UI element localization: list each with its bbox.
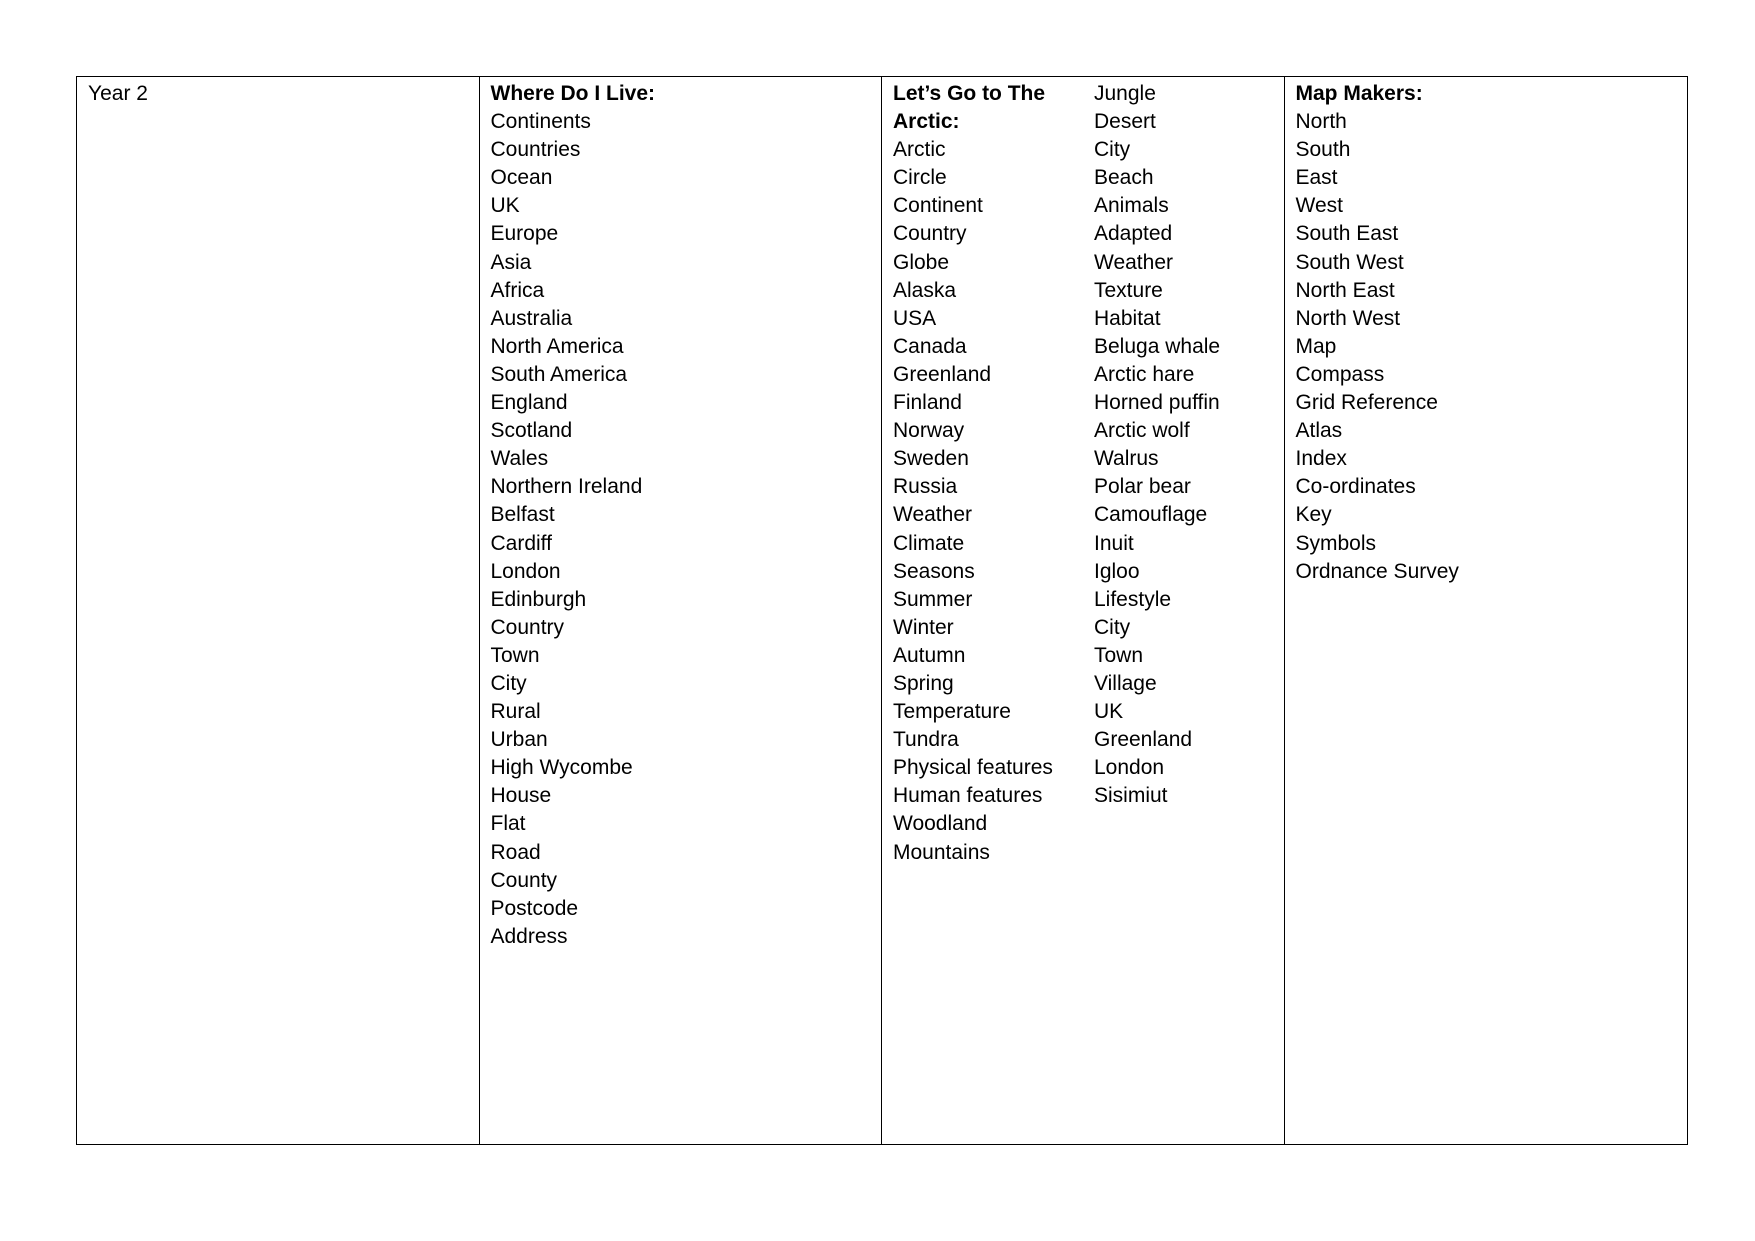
vocabulary-word: Cardiff — [490, 531, 552, 555]
arctic-subcolumns — [893, 80, 1273, 867]
vocabulary-word: Animals — [1094, 194, 1169, 218]
vocabulary-word: Polar bear — [1094, 475, 1191, 499]
vocabulary-word: Town — [1094, 643, 1144, 667]
vocabulary-word: Jungle — [1094, 82, 1156, 105]
vocabulary-word: Edinburgh — [490, 587, 587, 611]
vocabulary-word: Winter — [893, 615, 954, 639]
vocabulary-word: Australia — [490, 306, 573, 330]
vocabulary-word: County — [490, 868, 558, 892]
vocabulary-word: Horned puffin — [1094, 391, 1220, 415]
vocabulary-word: Sisimiut — [1094, 784, 1168, 808]
vocabulary-word: Co-ordinates — [1295, 475, 1416, 499]
vocabulary-word: Summer — [893, 587, 973, 611]
vocabulary-word: North — [1295, 110, 1347, 134]
vocabulary-word: North East — [1295, 278, 1395, 302]
vocabulary-word: London — [1094, 756, 1165, 780]
vocabulary-word: Beach — [1094, 166, 1154, 190]
year-label: Year 2 — [88, 82, 148, 105]
vocabulary-word: Lifestyle — [1094, 587, 1172, 611]
vocabulary-word: Belfast — [490, 503, 555, 527]
vocabulary-word: Weather — [893, 503, 972, 527]
vocabulary-word: Atlas — [1295, 419, 1343, 443]
vocabulary-word: Canada — [893, 334, 967, 358]
vocabulary-word: Habitat — [1094, 306, 1161, 330]
vocabulary-word: USA — [893, 306, 937, 330]
vocabulary-word: Road — [490, 840, 541, 864]
vocabulary-word: Autumn — [893, 643, 966, 667]
vocabulary-word: Inuit — [1094, 531, 1134, 555]
vocabulary-word: Arctic hare — [1094, 362, 1195, 386]
arctic-subcolumn-left — [893, 80, 1094, 867]
vocabulary-word: London — [490, 559, 561, 583]
vocabulary-word: Adapted — [1094, 222, 1173, 246]
vocabulary-word: Spring — [893, 671, 954, 695]
vocabulary-word: Circle — [893, 166, 947, 190]
where-do-i-live-cell — [480, 77, 883, 1144]
vocabulary-word: Rural — [490, 700, 541, 724]
vocabulary-word: Norway — [893, 419, 965, 443]
vocabulary-word: Ocean — [490, 166, 553, 190]
vocabulary-word: Alaska — [893, 278, 957, 302]
vocabulary-word: Temperature — [893, 700, 1011, 724]
vocabulary-word: Human features — [893, 784, 1043, 808]
vocabulary-word: Igloo — [1094, 559, 1140, 583]
vocabulary-word: Grid Reference — [1295, 391, 1438, 415]
vocabulary-word: Postcode — [490, 896, 579, 920]
arctic-list-right — [1094, 80, 1273, 810]
vocabulary-word: City — [490, 671, 527, 695]
vocabulary-word: Scotland — [490, 419, 573, 443]
vocabulary-word: South America — [490, 362, 628, 386]
vocabulary-word: Ordnance Survey — [1295, 559, 1459, 583]
vocabulary-word: Woodland — [893, 812, 988, 836]
vocabulary-word: South East — [1295, 222, 1399, 246]
vocabulary-word: Greenland — [893, 362, 992, 386]
vocabulary-word: Arctic wolf — [1094, 419, 1190, 443]
vocabulary-word: Town — [490, 643, 540, 667]
vocabulary-word: Index — [1295, 447, 1347, 471]
vocabulary-word: Texture — [1094, 278, 1163, 302]
vocabulary-word: Symbols — [1295, 531, 1377, 555]
vocabulary-word: Compass — [1295, 362, 1385, 386]
vocabulary-word: UK — [1094, 700, 1124, 724]
vocabulary-word: Seasons — [893, 559, 975, 583]
vocabulary-word: Flat — [490, 812, 526, 836]
vocabulary-word: Key — [1295, 503, 1332, 527]
vocabulary-word: House — [490, 784, 552, 808]
vocabulary-table — [76, 76, 1688, 1145]
vocabulary-word: South — [1295, 138, 1351, 162]
vocabulary-word: High Wycombe — [490, 756, 633, 780]
vocabulary-word: Desert — [1094, 110, 1156, 134]
vocabulary-word: Greenland — [1094, 728, 1193, 752]
vocabulary-word: North America — [490, 334, 624, 358]
arctic-list-left — [893, 136, 1094, 866]
vocabulary-word: Africa — [490, 278, 545, 302]
where-do-i-live-list — [491, 108, 871, 951]
arctic-heading: Let’s Go to The Arctic: — [893, 82, 1046, 134]
vocabulary-word: England — [490, 391, 568, 415]
vocabulary-word: Countries — [490, 138, 581, 162]
arctic-cell — [882, 77, 1285, 1144]
vocabulary-word: Country — [490, 615, 565, 639]
vocabulary-word: Tundra — [893, 728, 959, 752]
vocabulary-word: Physical features — [893, 756, 1053, 780]
year-cell — [77, 77, 480, 1144]
vocabulary-word: Northern Ireland — [490, 475, 643, 499]
vocabulary-word: Weather — [1094, 250, 1173, 274]
vocabulary-word: City — [1094, 615, 1131, 639]
vocabulary-word: Continents — [490, 110, 591, 134]
vocabulary-word: North West — [1295, 306, 1401, 330]
vocabulary-word: Sweden — [893, 447, 969, 471]
arctic-subcolumn-right — [1094, 80, 1273, 867]
vocabulary-word: Finland — [893, 391, 962, 415]
vocabulary-word: Village — [1094, 671, 1157, 695]
where-do-i-live-heading: Where Do I Live: — [490, 82, 656, 105]
vocabulary-word: Walrus — [1094, 447, 1159, 471]
vocabulary-word: Address — [490, 924, 568, 948]
vocabulary-word: UK — [490, 194, 520, 218]
map-makers-cell — [1285, 77, 1688, 1144]
vocabulary-word: Urban — [490, 728, 548, 752]
vocabulary-word: Beluga whale — [1094, 334, 1221, 358]
vocabulary-word: Russia — [893, 475, 958, 499]
map-makers-list — [1296, 108, 1677, 586]
vocabulary-word: Arctic — [893, 138, 946, 162]
vocabulary-word: East — [1295, 166, 1338, 190]
vocabulary-word: Country — [893, 222, 967, 246]
vocabulary-word: Camouflage — [1094, 503, 1208, 527]
vocabulary-word: Globe — [893, 250, 950, 274]
vocabulary-word: Climate — [893, 531, 965, 555]
vocabulary-word: Mountains — [893, 840, 990, 864]
map-makers-heading: Map Makers: — [1295, 82, 1423, 105]
vocabulary-word: West — [1295, 194, 1343, 218]
vocabulary-word: Continent — [893, 194, 983, 218]
vocabulary-word: Wales — [490, 447, 549, 471]
vocabulary-word: Map — [1295, 334, 1337, 358]
vocabulary-word: South West — [1295, 250, 1404, 274]
vocabulary-word: Europe — [490, 222, 559, 246]
vocabulary-word: Asia — [490, 250, 532, 274]
vocabulary-word: City — [1094, 138, 1131, 162]
